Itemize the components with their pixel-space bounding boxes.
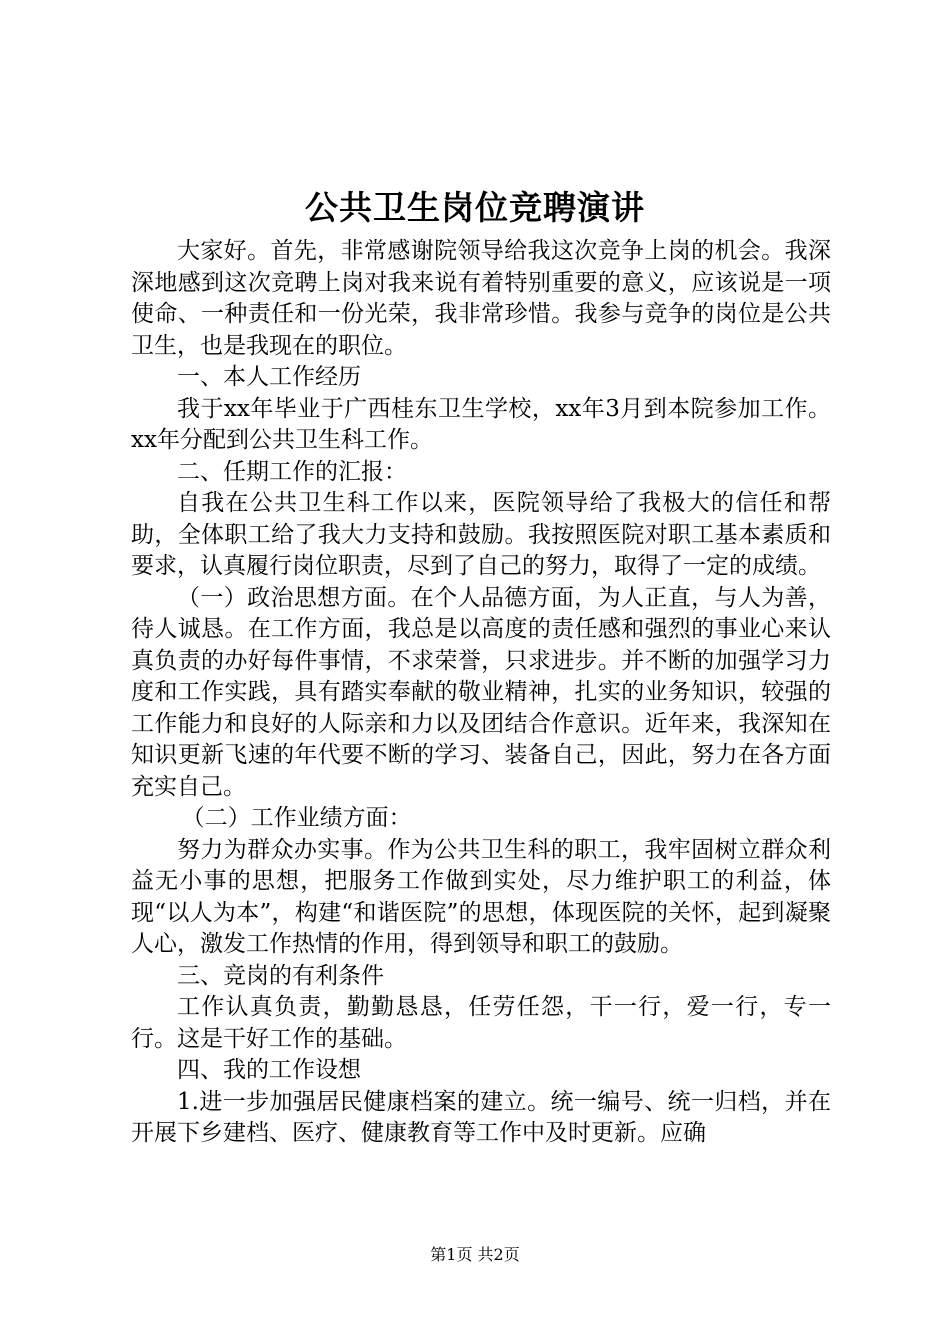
- page-footer: 第1页 共2页: [430, 1245, 520, 1264]
- section-heading-1: 一、本人工作经历: [177, 364, 361, 390]
- section-heading-2: 二、任期工作的汇报：: [177, 458, 407, 485]
- document-title: 公共卫生岗位竞聘演讲: [305, 188, 645, 227]
- paragraph-work-plan-1: 1.进一步加强居民健康档案的建立。统一编号、统一归档，并在开展下乡建档、医疗、健康教育等工作中及时更新。应确: [131, 1088, 831, 1146]
- paragraph-work-performance: 努力为群众办实事。作为公共卫生科的职工，我牢固树立群众利益无小事的思想，把服务工作做到实处，尽力维护职工的利益，体现“以人为本”，构建“和谐医院”的思想，体现医院的关怀，起到凝聚人心，激发工作热情的作用，得到领导和职工的鼓励。: [131, 836, 831, 957]
- section-heading-4: 四、我的工作设想: [177, 1057, 361, 1083]
- paragraph-work-history: 我于xx年毕业于广西桂东卫生学校，xx年3月到本院参加工作。xx年分配到公共卫生科工作。: [131, 395, 831, 453]
- paragraph-favorable-conditions: 工作认真负责，勤勤恳恳，任劳任怨，干一行，爱一行，专一行。这是干好工作的基础。: [131, 994, 831, 1052]
- document-body: [131, 236, 831, 1150]
- subsection-heading-work-performance: （二）工作业绩方面：: [181, 805, 412, 831]
- paragraph-political-thought: （一）政治思想方面。在个人品德方面，为人正直，与人为善，待人诚恳。在工作方面，我总是以高度的责任感和强烈的事业心来认真负责的办好每件事情，不求荣誉，只求进步。并不断的加强学习力度和工作实践，具有踏实奉献的敬业精神，扎实的业务知识，较强的工作能力和良好的人际亲和力以及团结合作意识。近年来，我深知在知识更新飞速的年代要不断的学习、装备自己，因此，努力在各方面充实自己。: [131, 584, 831, 800]
- paragraph-greeting: 大家好。首先，非常感谢院领导给我这次竞争上岗的机会。我深深地感到这次竞聘上岗对我来说有着特别重要的意义，应该说是一项使命、一种责任和一份光荣，我非常珍惜。我参与竞争的岗位是公共卫生，也是我现在的职位。: [131, 238, 831, 359]
- paragraph-report-intro: 自我在公共卫生科工作以来，医院领导给了我极大的信任和帮助，全体职工给了我大力支持和鼓励。我按照医院对职工基本素质和要求，认真履行岗位职责，尽到了自己的努力，取得了一定的成绩。: [131, 490, 831, 579]
- section-heading-3: 三、竞岗的有利条件: [177, 962, 384, 989]
